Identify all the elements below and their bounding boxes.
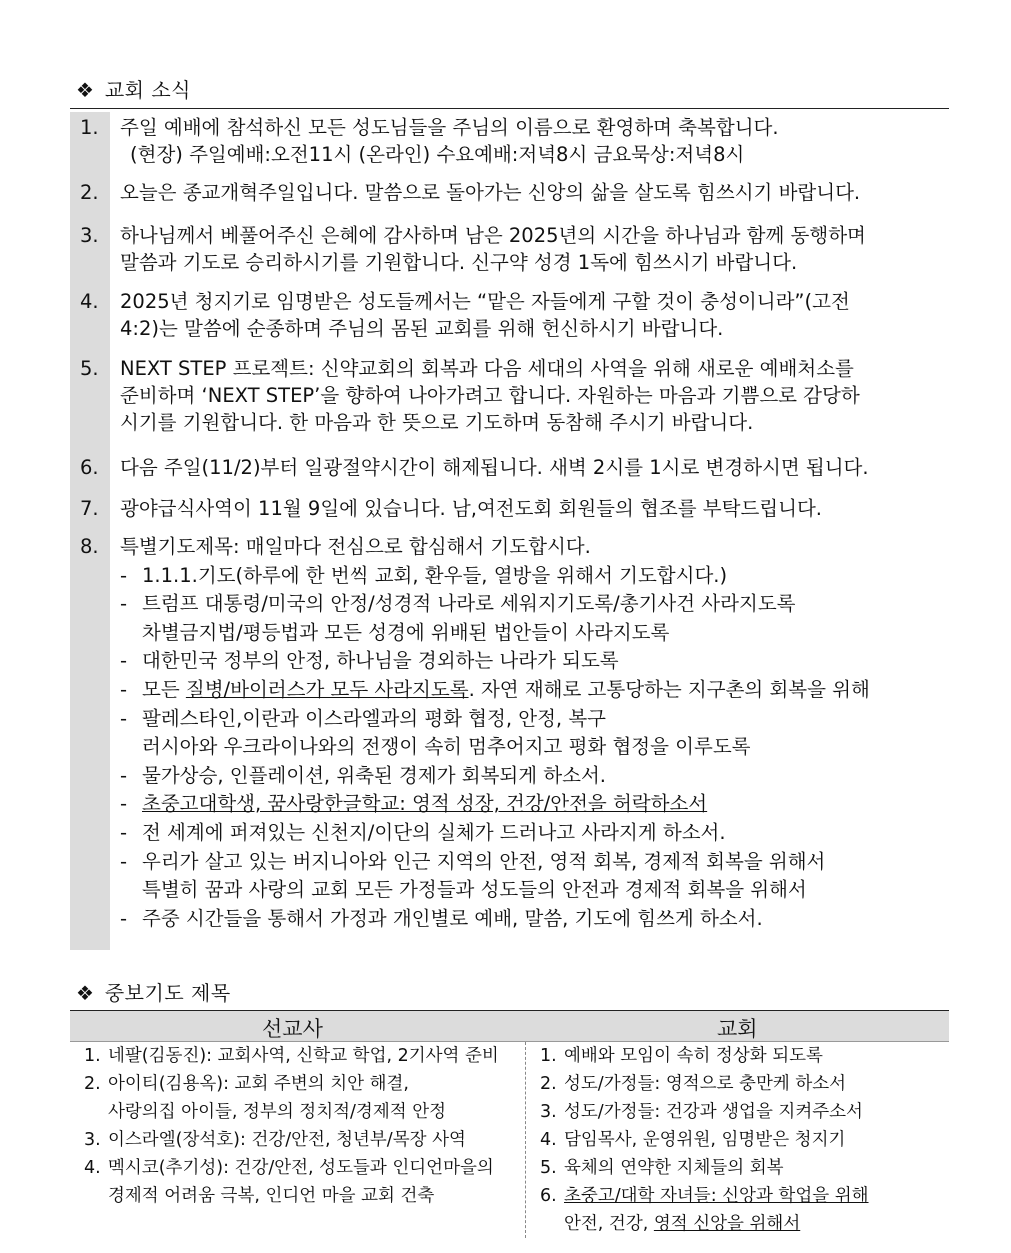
bullet-3: - 대한민국 정부의 안정, 하나님을 경외하는 나라가 되도록 xyxy=(120,649,619,673)
church-header: 교회 xyxy=(717,1017,758,1041)
bullet-1: - 1.1.1.기도(하루에 한 번씩 교회, 환우들, 열방을 위해서 기도합시다.) xyxy=(120,563,728,587)
bullet-9: - 우리가 살고 있는 버지니아와 인근 지역의 안전, 영적 회복, 경제적 회복을 위해서 xyxy=(120,849,826,873)
church-item: 3. 성도/가정들: 건강과 생업을 지켜주소서 xyxy=(540,1102,863,1122)
prayer-table-header xyxy=(70,1010,949,1042)
missionary-header: 선교사 xyxy=(262,1017,323,1041)
prayer-table xyxy=(70,1010,949,1238)
bullet-5: - 팔레스타인,이란과 이스라엘과의 평화 협정, 안정, 복구 xyxy=(120,706,607,730)
missionary-item: 2. 아이티(김용옥): 교회 주변의 치안 해결, xyxy=(84,1074,409,1094)
church-item: 6. 초중고/대학 자녀들: 신앙과 학업을 위해 xyxy=(540,1186,869,1206)
church-list: 1. 예배와 모임이 속히 정상화 되도록 2. 성도/가정들: 영적으로 충만케 하소서 3. 성도/가정들: 건강과 생업을 지켜주소서 4. 담임목사, 운영위원, 임명받은 청지기 5. 육체의 연약한 지체들의 회복 6. 초중고/대학 자녀들: 신앙과 학업을 위해 안전, 건강, 영적 신앙을 위해서 xyxy=(540,1042,869,1238)
bullet-5-cont: 러시아와 우크라이나와의 전쟁이 속히 멈추어지고 평화 협정을 이루도록 xyxy=(142,735,751,759)
news-title-rule xyxy=(70,108,949,109)
missionary-list: 1. 네팔(김동진): 교회사역, 신학교 학업, 2기사역 준비 2. 아이티(김용옥): 교회 주변의 치안 해결, 사랑의집 아이들, 정부의 정치적/경제적 안정 3. 이스라엘(장석호): 건강/안전, 청년부/목장 사역 4. 멕시코(추기성): 건강/안전, 성도들과 인디언마을의 경제적 어려움 극복, 인디언 마을 교회 건축 xyxy=(84,1042,499,1210)
bullet-2-cont: 차별금지법/평등법과 모든 성경에 위배된 법안들이 사라지도록 xyxy=(142,620,670,644)
service-times: (현장) 주일예배:오전11시 (온라인) 수요예배:저녁8시 금요묵상:저녁8시 xyxy=(130,143,745,166)
missionary-item: 4. 멕시코(추기성): 건강/안전, 성도들과 인디언마을의 xyxy=(84,1158,494,1178)
bullet-2: - 트럼프 대통령/미국의 안정/성경적 나라로 세워지기도록/총기사건 사라지도록 xyxy=(120,592,796,616)
missionary-item: 3. 이스라엘(장석호): 건강/안전, 청년부/목장 사역 xyxy=(84,1130,466,1150)
bullet-6: - 물가상승, 인플레이션, 위축된 경제가 회복되게 하소서. xyxy=(120,763,607,787)
church-item: 5. 육체의 연약한 지체들의 회복 xyxy=(540,1158,784,1178)
bullet-9-cont: 특별히 꿈과 사랑의 교회 모든 가정들과 성도들의 안전과 경제적 회복을 위해서 xyxy=(142,878,807,902)
church-item: 2. 성도/가정들: 영적으로 충만케 하소서 xyxy=(540,1074,847,1094)
prayer-intro: 특별기도제목: 매일마다 전심으로 합심해서 기도합시다. xyxy=(120,535,591,558)
news-table: 1. 주일 예배에 참석하신 모든 성도님들을 주님의 이름으로 환영하며 축복합니다. (현장) 주일예배:오전11시 (온라인) 수요예배:저녁8시 금요묵상:저녁8시 2. 오늘은 종교개혁주일입니다. 말씀으로 돌아가는 신앙의 삶을 살도록 힘쓰시기 바랍니다. 3. 하나님께서 베풀어주신 은혜에 감사하며 남은 2025년의 시간을 하나님과 함께 동행하며 말씀과 기도로 승리하시기를 기원합니다. 신구약 성경 1독에 힘쓰시기 바랍니다. 4. 2025년 청지기로 임명받은 성도들께서는 “맡은 자들에게 구할 것이 충성이니라”(고전 4:2)는 말씀에 순종하며 주님의 몸된 교회를 위해 헌신하시기 바랍니다. 5. NEXT STEP 프로젝트: 신약교회의 회복과 다음 세대의 사역을 위해 새로운 예배처소를 준비하며 ‘NEXT STEP’을 향하여 나아가려고 합니다. 자원하는 마음과 기쁨으로 감당하 시기를 기원합니다. 한 마음과 한 뜻으로 기도하며 동참해 주시기 바랍니다. 6. 다음 주일(11/2)부터 일광절약시간이 해제됩니다. 새벽 2시를 1시로 변경하시면 됩니다. 7. 광야급식사역이 11월 9일에 있습니다. 남,여전도회 회원들의 협조를 부탁드립니다. 8. 특별기도제목: 매일마다 전심으로 합심해서 기도합시다. - 1.1.1.기도(하루에 한 번씩 교회, 환우들, 열방을 위해서 기도합시다.) - 트럼프 대통령/미국의 안정/성경적 나라로 세워지기도록/총기사건 사라지도록 차별금지법/평등법과 모든 성경에 위배된 법안들이 사라지도록 - 대한민국 정부의 안정, 하나님을 경외하는 나라가 되도록 - 모든 질병/바이러스가 모두 사라지도록. 자연 재해로 고통당하는 지구촌의 회복을 위해 - 팔레스타인,이란과 이스라엘과의 평화 협정, 안정, 복구 러시아와 우크라이나와의 전쟁이 속히 멈추어지고 평화 협정을 이루도록 - 물가상승, 인플레이션, 위축된 경제가 회복되게 하소서. - 초중고대학생, 꿈사랑한글학교: 영적 성장, 건강/안전을 허락하소서 - 전 세계에 퍼져있는 신천지/이단의 실체가 드러나고 사라지게 하소서. - 우리가 살고 있는 버지니아와 인근 지역의 안전, 영적 회복, 경제적 회복을 위해서 특별히 꿈과 사랑의 교회 모든 가정들과 성도들의 안전과 경제적 회복을 위해서 - 주중 시간들을 통해서 가정과 개인별로 예배, 말씀, 기도에 힘쓰게 하소서. xyxy=(70,112,949,950)
bullet-4: - 모든 질병/바이러스가 모두 사라지도록. 자연 재해로 고통당하는 지구촌의 회복을 위해 xyxy=(120,677,870,701)
church-item: 1. 예배와 모임이 속히 정상화 되도록 xyxy=(540,1046,823,1066)
diamond-bullet-icon: ❖ xyxy=(76,981,95,1005)
missionary-item: 1. 네팔(김동진): 교회사역, 신학교 학업, 2기사역 준비 xyxy=(84,1046,499,1066)
news-title: 교회 소식 xyxy=(104,78,191,102)
church-item: 4. 담임목사, 운영위원, 임명받은 청지기 xyxy=(540,1130,846,1150)
bullet-7: - 초중고대학생, 꿈사랑한글학교: 영적 성장, 건강/안전을 허락하소서 xyxy=(120,792,708,816)
prayer-section-title xyxy=(76,977,231,1006)
prayer-title: 중보기도 제목 xyxy=(104,981,231,1005)
diamond-bullet-icon: ❖ xyxy=(76,78,95,102)
news-section-title xyxy=(76,74,191,103)
bullet-8: - 전 세계에 퍼져있는 신천지/이단의 실체가 드러나고 사라지게 하소서. xyxy=(120,820,726,844)
bullet-10: - 주중 시간들을 통해서 가정과 개인별로 예배, 말씀, 기도에 힘쓰게 하소서. xyxy=(120,906,763,930)
column-divider xyxy=(525,1042,526,1238)
